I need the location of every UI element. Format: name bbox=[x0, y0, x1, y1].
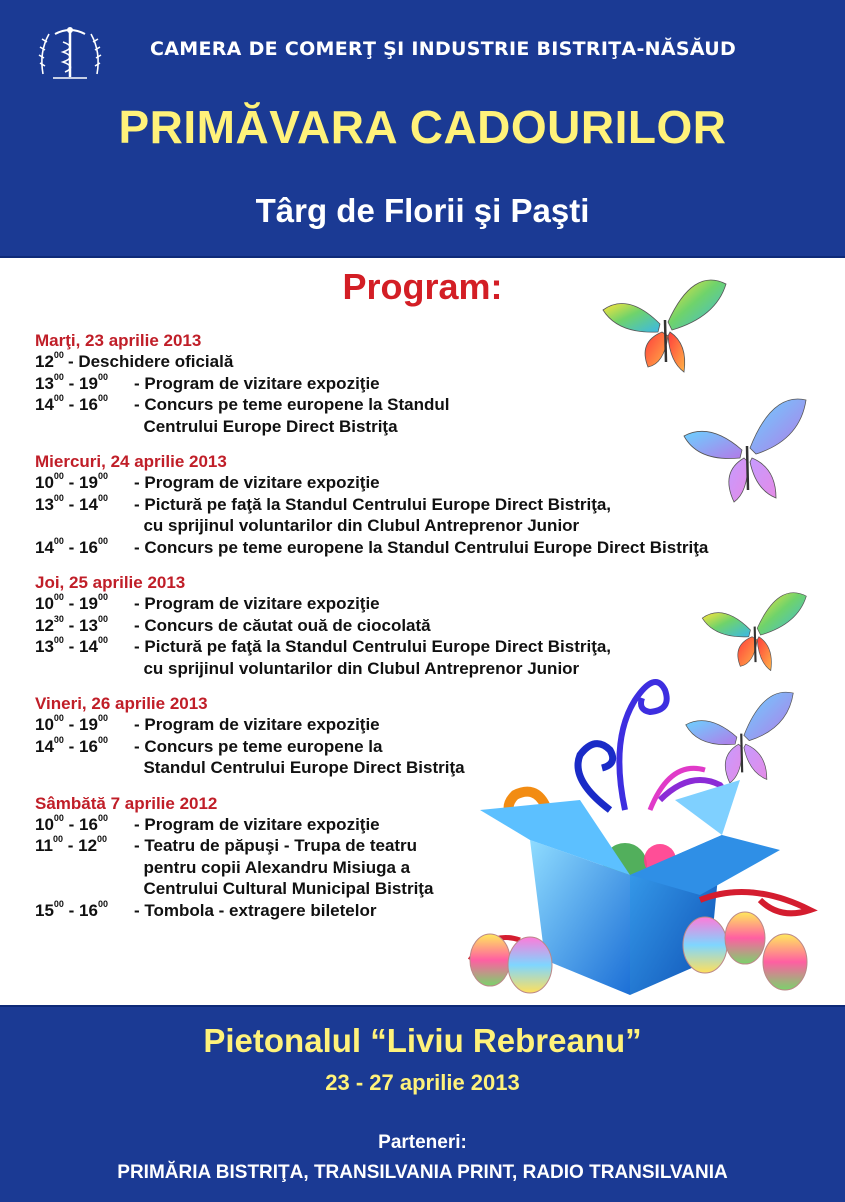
start-hour: 13 bbox=[35, 637, 54, 656]
end-hour: 19 bbox=[79, 715, 98, 734]
event-description-line: - Program de vizitare expoziţie bbox=[134, 715, 380, 734]
end-minute: 00 bbox=[97, 635, 108, 645]
time-separator: - bbox=[63, 736, 80, 756]
start-hour: 12 bbox=[35, 352, 54, 371]
start-hour: 10 bbox=[35, 594, 54, 613]
start-minute: 00 bbox=[53, 350, 64, 360]
end-hour: 19 bbox=[79, 473, 98, 492]
event-description-line: - Concurs pe teme europene la Standul Centrului Europe Direct Bistriţa bbox=[134, 537, 709, 557]
start-hour: 15 bbox=[35, 900, 54, 920]
end-hour: 16 bbox=[79, 814, 98, 834]
day-title: Sâmbătă 7 aprilie 2012 bbox=[35, 793, 218, 813]
day-title: Joi, 25 aprilie 2013 bbox=[35, 573, 186, 592]
start-hour: 10 bbox=[35, 715, 54, 734]
event-dates: 23 - 27 aprilie 2013 bbox=[325, 1070, 520, 1095]
start-minute: 00 bbox=[53, 535, 64, 546]
organization-name: CAMERA DE COMERŢ ŞI INDUSTRIE BISTRIŢA-NĂSĂUD bbox=[150, 38, 737, 60]
event-time bbox=[35, 900, 134, 922]
gift-box-icon bbox=[460, 660, 830, 1000]
end-minute: 00 bbox=[97, 734, 108, 745]
start-hour: 13 bbox=[35, 494, 54, 514]
end-hour: 14 bbox=[79, 494, 98, 514]
start-minute: 00 bbox=[53, 635, 64, 645]
event-description-line: - Program de vizitare expoziţie bbox=[134, 473, 380, 492]
page-title: PRIMĂVARA CADOURILOR bbox=[118, 101, 727, 153]
end-minute: 00 bbox=[97, 898, 108, 909]
time-separator: - bbox=[63, 473, 80, 492]
event-description-line: pentru copii Alexandru Misiuga a bbox=[134, 857, 411, 877]
end-hour: 16 bbox=[79, 900, 98, 920]
start-minute: 00 bbox=[53, 492, 64, 503]
time-separator: - bbox=[63, 637, 80, 656]
end-minute: 00 bbox=[97, 812, 108, 823]
start-minute: 00 bbox=[53, 393, 64, 403]
schedule-item bbox=[35, 593, 795, 615]
start-hour: 12 bbox=[35, 615, 54, 635]
event-time bbox=[35, 373, 134, 395]
end-minute: 00 bbox=[97, 713, 108, 723]
butterfly-icon bbox=[598, 272, 728, 382]
end-minute: 00 bbox=[97, 613, 108, 624]
event-description-line: - Tombola - extragere biletelor bbox=[134, 900, 377, 920]
time-separator: - bbox=[63, 836, 79, 855]
start-minute: 00 bbox=[53, 898, 64, 909]
header-banner bbox=[0, 0, 845, 258]
time-separator: - bbox=[63, 594, 80, 613]
event-description-line: - Pictură pe faţă la Standul Centrului Europe Direct Bistriţa, bbox=[134, 494, 612, 514]
event-description-line: - Program de vizitare expoziţie bbox=[134, 814, 380, 834]
event-time bbox=[35, 537, 134, 559]
start-minute: 00 bbox=[53, 471, 64, 481]
start-minute: 00 bbox=[52, 834, 63, 844]
end-hour: 16 bbox=[79, 537, 98, 557]
time-separator: - bbox=[63, 814, 80, 834]
time-separator: - bbox=[63, 395, 80, 414]
event-description-line: Centrului Europe Direct Bistriţa bbox=[134, 416, 398, 436]
day-title: Marţi, 23 aprilie 2013 bbox=[35, 331, 202, 350]
time-separator: - bbox=[63, 900, 80, 920]
chamber-emblem-icon bbox=[35, 22, 105, 82]
end-minute: 00 bbox=[97, 535, 108, 546]
event-time bbox=[35, 814, 134, 836]
event-description-line: - Concurs pe teme europene la bbox=[134, 736, 383, 756]
day-title: Vineri, 26 aprilie 2013 bbox=[35, 694, 208, 713]
event-time bbox=[35, 593, 134, 615]
footer-banner bbox=[0, 1005, 845, 1202]
event-description-line: Centrului Cultural Municipal Bistriţa bbox=[134, 879, 434, 898]
end-minute: 00 bbox=[97, 371, 108, 382]
end-hour: 19 bbox=[79, 373, 98, 393]
partners-label: Parteneri: bbox=[378, 1132, 467, 1153]
end-hour: 12 bbox=[78, 836, 98, 855]
time-separator: - bbox=[63, 715, 80, 734]
event-time bbox=[35, 472, 134, 494]
end-minute: 00 bbox=[97, 492, 108, 503]
start-hour: 14 bbox=[35, 736, 54, 756]
event-description-line: cu sprijinul voluntarilor din Clubul Antreprenor Junior bbox=[134, 516, 580, 535]
event-description-line: cu sprijinul voluntarilor din Clubul Antreprenor Junior bbox=[134, 658, 580, 678]
event-description bbox=[134, 593, 795, 615]
event-description-line: - Program de vizitare expoziţie bbox=[134, 373, 380, 393]
start-hour: 10 bbox=[35, 814, 54, 834]
time-separator: - bbox=[63, 615, 80, 635]
event-description bbox=[134, 615, 795, 637]
venue: Pietonalul “Liviu Rebreanu” bbox=[203, 1022, 642, 1059]
end-minute: 00 bbox=[97, 393, 108, 403]
end-minute: 00 bbox=[97, 471, 108, 481]
time-separator: - bbox=[63, 494, 80, 514]
end-hour: 14 bbox=[79, 637, 98, 656]
schedule-item bbox=[35, 615, 795, 637]
start-minute: 30 bbox=[53, 613, 64, 624]
start-minute: 00 bbox=[53, 371, 64, 382]
program-heading: Program: bbox=[342, 266, 503, 307]
partners-list: PRIMĂRIA BISTRIŢA, TRANSILVANIA PRINT, RADIO TRANSILVANIA bbox=[117, 1162, 728, 1183]
event-time bbox=[35, 714, 134, 736]
end-minute: 00 bbox=[97, 834, 108, 844]
start-minute: 00 bbox=[53, 734, 64, 745]
end-hour: 16 bbox=[79, 736, 98, 756]
event-time bbox=[35, 615, 134, 637]
event-time bbox=[35, 636, 134, 679]
end-hour: 13 bbox=[79, 615, 98, 635]
event-time bbox=[35, 736, 134, 779]
event-description-line: - Teatru de păpuşi - Trupa de teatru bbox=[134, 836, 418, 855]
start-hour: 13 bbox=[35, 373, 54, 393]
event-description-line: - Pictură pe faţă la Standul Centrului Europe Direct Bistriţa, bbox=[134, 637, 612, 656]
start-minute: 00 bbox=[53, 592, 64, 602]
start-hour: 11 bbox=[35, 836, 53, 855]
event-time bbox=[35, 394, 134, 437]
start-hour: 14 bbox=[35, 537, 54, 557]
start-minute: 00 bbox=[53, 713, 64, 723]
event-description-line: - Concurs pe teme europene la Standul bbox=[134, 395, 450, 414]
start-hour: 14 bbox=[35, 395, 54, 414]
event-description-line: - Deschidere oficială bbox=[67, 352, 234, 371]
event-time bbox=[35, 494, 134, 537]
event-description-line: - Program de vizitare expoziţie bbox=[134, 594, 380, 613]
end-minute: 00 bbox=[97, 592, 108, 602]
event-description-line: Standul Centrului Europe Direct Bistriţa bbox=[134, 758, 465, 777]
event-time bbox=[35, 835, 134, 900]
schedule-item bbox=[35, 537, 795, 559]
time-separator: - bbox=[63, 373, 80, 393]
end-hour: 16 bbox=[79, 395, 98, 414]
page-subtitle: Târg de Florii şi Paşti bbox=[255, 192, 590, 229]
end-hour: 19 bbox=[79, 594, 98, 613]
event-description-line: - Concurs de căutat ouă de ciocolată bbox=[134, 615, 431, 635]
event-description bbox=[134, 537, 795, 559]
event-time bbox=[35, 351, 64, 373]
start-minute: 00 bbox=[53, 812, 64, 823]
start-hour: 10 bbox=[35, 473, 54, 492]
butterfly-icon bbox=[680, 392, 810, 510]
time-separator: - bbox=[63, 537, 80, 557]
day-title: Miercuri, 24 aprilie 2013 bbox=[35, 452, 227, 471]
